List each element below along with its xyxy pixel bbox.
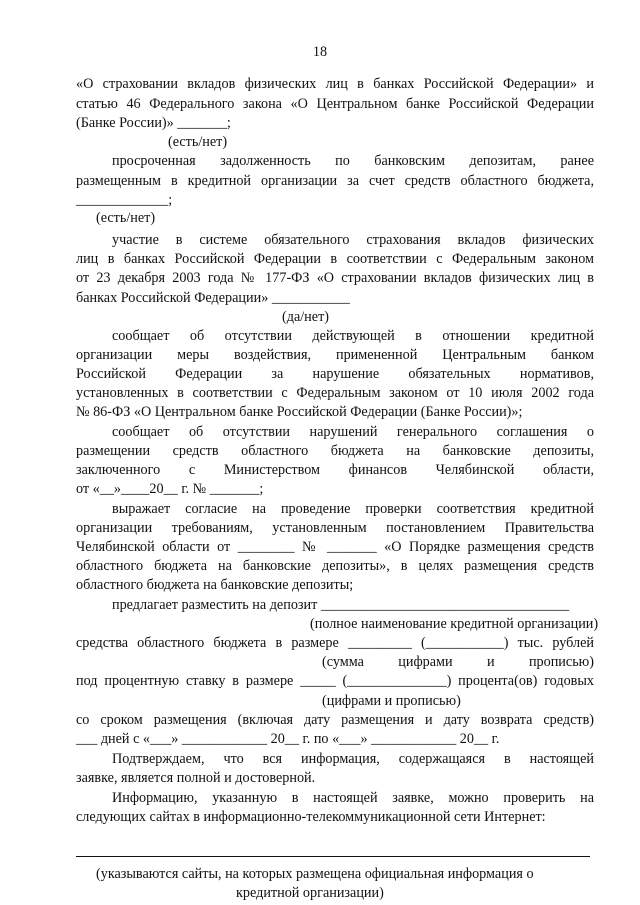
text-line: № 86-ФЗ «О Центральном банке Российской Федерации (Банке России)»; [76, 404, 523, 420]
text-line: установленных в соответствии с Федеральным законом от 10 июля 2002 года [76, 385, 594, 401]
page-number: 18 [312, 44, 328, 60]
text-line: «О страховании вкладов физических лиц в банках Российской Федерации» и [76, 76, 594, 92]
sites-line [76, 856, 590, 857]
field-hint: (есть/нет) [96, 210, 156, 226]
field-hint: (цифрами и прописью) [322, 693, 461, 709]
field-hint: (есть/нет) [168, 134, 228, 150]
field-hint: (да/нет) [282, 309, 329, 325]
text-line: (Банке России)» _______; [76, 115, 231, 131]
text-line: банках Российской Федерации» ___________ [76, 290, 350, 306]
field-hint: (полное наименование кредитной организации) [310, 616, 599, 632]
text-line: следующих сайтах в информационно-телекоммуникационной сети Интернет: [76, 809, 546, 825]
text-line: размещении средств областного бюджета на банковские депозиты, [76, 443, 594, 459]
text-line: под процентную ставку в размере _____ (______________) процента(ов) годовых [76, 673, 594, 689]
text-line: заключенного с Министерством финансов Челябинской области, [76, 462, 594, 478]
field-hint: кредитной организации) [236, 885, 384, 901]
text-line: лиц в банках Российской Федерации в соответствии с Федеральным законом [76, 251, 594, 267]
text-line: выражает согласие на проведение проверки соответствия кредитной [112, 501, 594, 517]
text-line: Подтверждаем, что вся информация, содержащаяся в настоящей [112, 751, 594, 767]
text-line: со сроком размещения (включая дату размещения и дату возврата средств) [76, 712, 594, 728]
text-line: заявке, является полной и достоверной. [76, 770, 316, 786]
text-line: сообщает об отсутствии действующей в отношении кредитной [112, 328, 594, 344]
text-line: организации меры воздействия, примененной Центральным банком [76, 347, 594, 363]
text-line: сообщает об отсутствии нарушений генерального соглашения о [112, 424, 594, 440]
text-line: организации требованиям, установленным постановлением Правительства [76, 520, 594, 536]
text-line: областного бюджета на банковские депозиты», в целях размещения средств [76, 558, 594, 574]
text-line: просроченная задолженность по банковским депозитам, ранее [112, 153, 594, 169]
text-line: предлагает разместить на депозит ___________________________________ [112, 597, 570, 613]
text-line: участие в системе обязательного страхования вкладов физических [112, 232, 594, 248]
text-line: ___ дней с «___» ____________ 20__ г. по «___» ____________ 20__ г. [76, 731, 500, 747]
text-line: размещенным в кредитной организации за счет средств областного бюджета, [76, 173, 594, 189]
text-line: статью 46 Федерального закона «О Центральном банке Российской Федерации [76, 96, 594, 112]
field-hint: (указываются сайты, на которых размещена официальная информация о [96, 866, 534, 882]
text-line: Российской Федерации за нарушение обязательных нормативов, [76, 366, 594, 382]
text-line: Челябинской области от ________ № _______ «О Порядке размещения средств [76, 539, 594, 555]
field-hint: (сумма цифрами и прописью) [322, 654, 594, 670]
text-line: от 23 декабря 2003 года № 177-ФЗ «О страховании вкладов физических лиц в [76, 270, 594, 286]
text-line: от «__»____20__ г. № _______; [76, 481, 264, 497]
text-line: областного бюджета на банковские депозиты; [76, 577, 354, 593]
text-line: средства областного бюджета в размере _________ (___________) тыс. рублей [76, 635, 594, 651]
text-line: _____________; [76, 192, 173, 208]
text-line: Информацию, указанную в настоящей заявке, можно проверить на [112, 790, 594, 806]
